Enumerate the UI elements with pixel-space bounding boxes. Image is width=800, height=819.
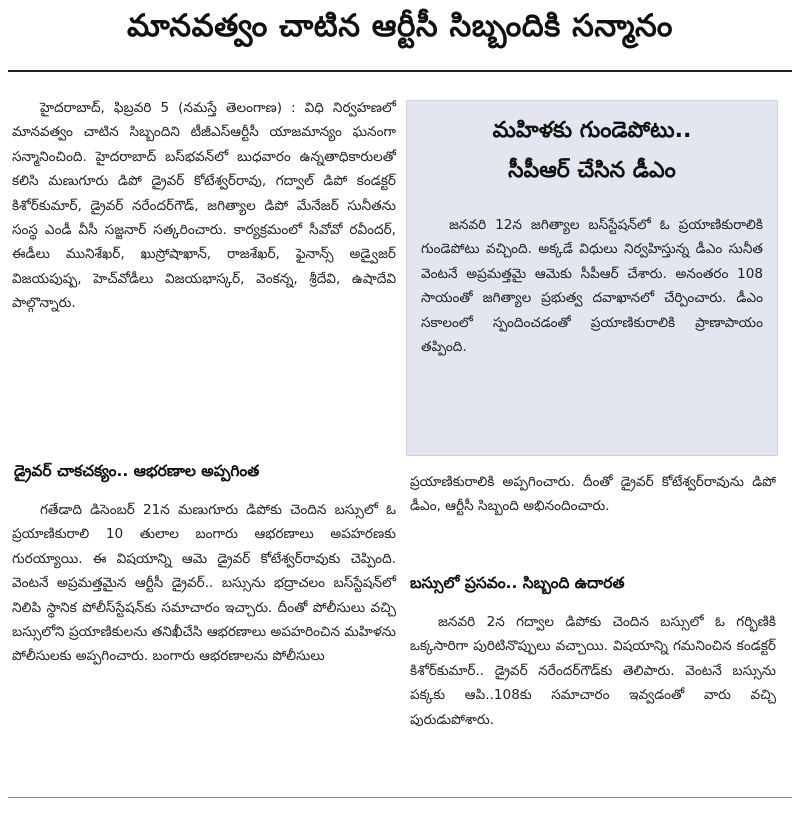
section1-subhead: డ్రైవర్ చాకచక్యం.. ఆభరణాల అప్పగింత bbox=[14, 462, 260, 480]
footer-rule bbox=[8, 797, 792, 798]
sidebar-title-line1: మహిళకు గుండెపోటు.. bbox=[492, 118, 692, 143]
section1-paragraph: గతేడాది డిసెంబర్ 21న మణుగూరు డిపోకు చెందిన బస్సులో ఓ ప్రయాణికురాలి 10 తులాల బంగారు ఆభరణాలు అపహరణకు గురయ్యాయి. ఈ విషయాన్ని ఆమె డ్రైవర్ కోటేశ్వర్‌రావుకు చెప్పింది. వెంటనే అప్రమత్తమైన ఆర్టీసీ డ్రైవర్.. బస్సును భద్రాచలం బస్‌స్టేషన్‌లో నిలిపి స్థానిక పోలీస్‌స్టేషన్‌కు సమాచారం ఇచ్చారు. దీంతో పోలీసులు వచ్చి బస్సులోని ప్రయాణికులను తనిఖీచేసి ఆభరణాలు అపహరించిన మహిళను పోలీసులకు అప్పగించారు. బంగారు ఆభరణాలను పోలీసులు bbox=[12, 502, 396, 665]
sidebar-box bbox=[406, 100, 778, 456]
main-story-paragraph: హైదరాబాద్, ఫిబ్రవరి 5 (నమస్తే తెలంగాణ) : విధి నిర్వహణలో మానవత్వం చాటిన సిబ్బందిని టీజీఎస్‌ఆర్టీసీ యాజమాన్యం ఘనంగా సన్మానించింది. హైదరాబాద్ బస్‌భవన్‌లో బుధవారం ఉన్నతాధికారులతో కలిసి మణుగూరు డిపో డ్రైవర్ కోటేశ్వర్‌రావు, గద్వాల్ డిపో కండక్టర్ కిశోర్‌కుమార్, డ్రైవర్ నరేందర్‌గౌడ్, జగిత్యాల డిపో మేనేజర్ సునీతను సంస్థ ఎండీ వీసీ సజ్జనార్ సత్కరించారు. కార్యక్రమంలో సీవోవో రవీందర్, ఈడీలు మునిశేఖర్, ఖుస్రోషాఖాన్, రాజశేఖర్, ఫైనాన్స్ అడ్వైజర్ విజయపుష్ప, హెచ్‌వోడీలు విజయభాస్కర్, వెంకన్న, శ్రీదేవి, ఉషాదేవి పాల్గొన్నారు. bbox=[12, 100, 396, 312]
main-story-column bbox=[12, 96, 396, 316]
headline: మానవత్వం చాటిన ఆర్టీసీ సిబ్బందికి సన్మానం bbox=[127, 8, 673, 44]
sidebar-paragraph: జనవరి 12న జగిత్యాల బస్‌స్టేషన్‌లో ఓ ప్రయాణికురాలికి గుండెపోటు వచ్చింది. అక్కడే విధులు నిర్వహిస్తున్న డీఎం సునీత వెంటనే అప్రమత్తమై ఆమెకు సీపీఆర్ చేశారు. అనంతరం 108 సాయంతో జగిత్యాల ప్రభుత్వ దవాఖానలో చేర్పించారు. డీఎం సకాలంలో స్పందించడంతో ప్రయాణికురాలికి ప్రాణాపాయం తప్పింది. bbox=[421, 217, 763, 356]
section1-column bbox=[12, 498, 396, 669]
section1-continuation-paragraph: ప్రయాణికురాలికి అప్పగించారు. దీంతో డ్రైవర్ కోటేశ్వర్‌రావును డిపో డీఎం, ఆర్టీసీ సిబ్బంది అభినందించారు. bbox=[410, 474, 776, 515]
section1-continuation-column bbox=[410, 470, 776, 519]
headline-rule bbox=[8, 70, 792, 72]
section2-subhead: బస్సులో ప్రసవం.. సిబ్బంది ఉదారత bbox=[410, 574, 625, 592]
sidebar-title bbox=[407, 111, 777, 191]
section2-column bbox=[410, 610, 776, 732]
section2-paragraph: జనవరి 2న గద్వాల డిపోకు చెందిన బస్సులో ఓ గర్భిణికి ఒక్కసారిగా పురిటినొప్పులు వచ్చాయి. విషయాన్ని గమనించిన కండక్టర్ కిశోర్‌కుమార్.. డ్రైవర్ నరేందర్‌గౌడ్‌కు తెలిపారు. వెంటనే బస్సును పక్కకు ఆపి..108కు సమాచారం ఇవ్వడంతో వారు వచ్చి పురుడుపోశారు. bbox=[410, 614, 776, 728]
sidebar-title-line2: సీపీఆర్ చేసిన డీఎం bbox=[508, 158, 676, 183]
sidebar-body bbox=[421, 213, 763, 359]
